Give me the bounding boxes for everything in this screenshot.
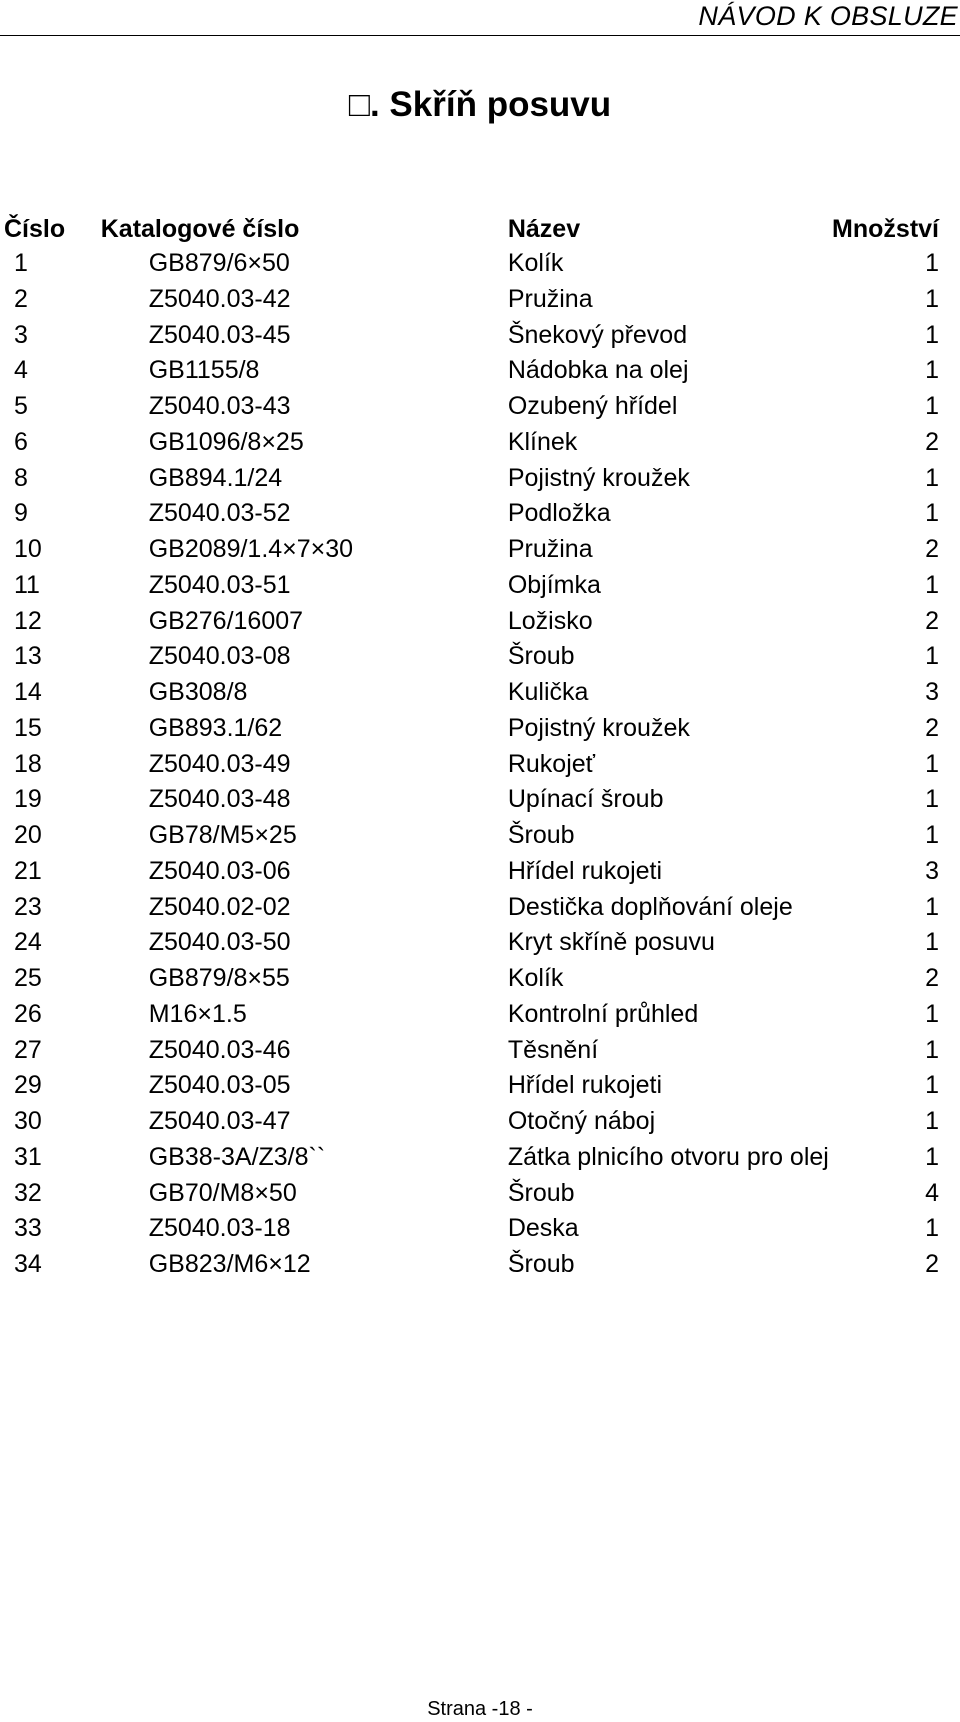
cell-name: Ložisko <box>507 606 593 635</box>
cell-quantity: 1 <box>925 1035 939 1064</box>
cell-name: Těsnění <box>507 1035 599 1064</box>
column-header-number: Číslo <box>4 215 66 243</box>
table-row <box>0 461 960 497</box>
cell-name: Otočný náboj <box>507 1107 656 1135</box>
cell-name: Kolík <box>507 249 564 277</box>
cell-quantity: 1 <box>925 392 939 420</box>
cell-quantity: 3 <box>925 678 939 706</box>
cell-number: 24 <box>14 928 42 957</box>
table-row <box>0 1211 960 1247</box>
cell-quantity: 1 <box>925 499 939 528</box>
table-row <box>0 961 960 997</box>
cell-name: Zátka plnicího otvoru pro olej <box>507 1142 829 1171</box>
cell-catalog-number: GB893.1/62 <box>148 713 283 742</box>
cell-name: Pojistný kroužek <box>507 713 690 742</box>
cell-catalog-number: Z5040.03-49 <box>148 749 291 778</box>
cell-number: 13 <box>14 642 42 671</box>
cell-quantity: 1 <box>925 1071 939 1100</box>
cell-quantity: 1 <box>925 999 939 1028</box>
cell-quantity: 1 <box>925 463 939 492</box>
table-row <box>0 1033 960 1069</box>
cell-name: Deska <box>507 1214 579 1243</box>
table-row <box>0 747 960 783</box>
cell-catalog-number: GB276/16007 <box>148 606 304 635</box>
table-row <box>0 318 960 354</box>
cell-number: 27 <box>14 1035 42 1064</box>
table-row <box>0 1140 960 1176</box>
cell-quantity: 2 <box>925 427 939 456</box>
cell-quantity: 2 <box>925 535 939 563</box>
table-row <box>0 818 960 854</box>
table-row <box>0 246 960 282</box>
cell-number: 1 <box>14 249 28 277</box>
cell-number: 18 <box>14 749 42 778</box>
cell-name: Objímka <box>507 570 601 599</box>
cell-name: Šroub <box>507 1250 575 1278</box>
cell-quantity: 1 <box>925 892 939 921</box>
cell-number: 6 <box>14 427 28 456</box>
cell-quantity: 1 <box>925 356 939 385</box>
cell-catalog-number: Z5040.03-43 <box>148 392 291 420</box>
cell-catalog-number: Z5040.03-42 <box>148 284 291 313</box>
table-row <box>0 1104 960 1140</box>
table-row <box>0 925 960 961</box>
cell-catalog-number: Z5040.03-47 <box>148 1107 291 1135</box>
cell-name: Pružina <box>507 284 593 313</box>
cell-catalog-number: GB70/M8×50 <box>148 1178 297 1207</box>
cell-catalog-number: GB2089/1.4×7×30 <box>148 535 354 563</box>
cell-quantity: 2 <box>925 713 939 742</box>
cell-quantity: 3 <box>925 856 939 885</box>
cell-catalog-number: GB823/M6×12 <box>148 1250 311 1278</box>
cell-number: 2 <box>14 284 28 313</box>
cell-catalog-number: GB894.1/24 <box>148 463 283 492</box>
table-row <box>0 890 960 926</box>
table-row <box>0 1247 960 1283</box>
cell-number: 32 <box>14 1178 42 1207</box>
cell-catalog-number: GB879/8×55 <box>148 964 290 992</box>
cell-quantity: 1 <box>925 1107 939 1135</box>
cell-catalog-number: Z5040.02-02 <box>148 892 291 921</box>
cell-number: 10 <box>14 535 42 563</box>
cell-number: 21 <box>14 856 42 885</box>
column-header-catalog-number: Katalogové číslo <box>100 215 300 243</box>
cell-catalog-number: GB1096/8×25 <box>148 427 304 456</box>
cell-quantity: 1 <box>925 749 939 778</box>
cell-name: Destička doplňování oleje <box>507 892 793 921</box>
table-row <box>0 1068 960 1104</box>
cell-quantity: 2 <box>925 1250 939 1278</box>
cell-catalog-number: Z5040.03-52 <box>148 499 291 528</box>
table-row <box>0 389 960 425</box>
cell-number: 14 <box>14 678 42 706</box>
table-row <box>0 997 960 1033</box>
cell-name: Šroub <box>507 642 575 671</box>
table-row <box>0 675 960 711</box>
cell-number: 12 <box>14 606 42 635</box>
cell-name: Klínek <box>507 427 578 456</box>
cell-number: 3 <box>14 320 28 349</box>
cell-quantity: 1 <box>925 785 939 814</box>
cell-number: 5 <box>14 392 28 420</box>
table-row <box>0 568 960 604</box>
cell-quantity: 1 <box>925 284 939 313</box>
page-number: Strana -18 - <box>427 1698 533 1720</box>
cell-catalog-number: Z5040.03-46 <box>148 1035 291 1064</box>
cell-catalog-number: Z5040.03-18 <box>148 1214 291 1243</box>
cell-catalog-number: Z5040.03-06 <box>148 856 291 885</box>
table-body <box>0 246 960 1283</box>
cell-name: Hřídel rukojeti <box>507 1071 663 1100</box>
section-title: □. Skříň posuvu <box>348 85 612 124</box>
cell-name: Ozubený hřídel <box>507 392 678 420</box>
cell-name: Šroub <box>507 821 575 849</box>
cell-catalog-number: GB879/6×50 <box>148 249 290 277</box>
cell-name: Šnekový převod <box>507 320 688 349</box>
cell-catalog-number: GB1155/8 <box>148 356 260 385</box>
table-row <box>0 1176 960 1212</box>
cell-catalog-number: Z5040.03-50 <box>148 928 291 957</box>
cell-name: Rukojeť <box>507 749 596 778</box>
cell-number: 23 <box>14 892 42 921</box>
cell-number: 29 <box>14 1071 42 1100</box>
cell-quantity: 4 <box>925 1178 939 1207</box>
cell-catalog-number: Z5040.03-51 <box>148 570 291 599</box>
header-divider <box>0 35 960 36</box>
cell-quantity: 2 <box>925 606 939 635</box>
cell-number: 4 <box>14 356 28 385</box>
cell-number: 33 <box>14 1214 42 1243</box>
cell-number: 11 <box>14 570 40 599</box>
cell-catalog-number: Z5040.03-05 <box>148 1071 291 1100</box>
table-row <box>0 282 960 318</box>
cell-name: Šroub <box>507 1178 575 1207</box>
cell-catalog-number: Z5040.03-45 <box>148 320 291 349</box>
cell-name: Kulička <box>507 678 589 706</box>
table-row <box>0 532 960 568</box>
cell-catalog-number: GB78/M5×25 <box>148 821 297 849</box>
cell-number: 26 <box>14 999 42 1028</box>
cell-catalog-number: Z5040.03-48 <box>148 785 291 814</box>
cell-quantity: 1 <box>925 821 939 849</box>
cell-number: 31 <box>14 1142 42 1171</box>
cell-number: 30 <box>14 1107 42 1135</box>
cell-name: Pružina <box>507 535 593 563</box>
cell-name: Nádobka na olej <box>507 356 689 385</box>
document-header-title: NÁVOD K OBSLUZE <box>698 1 958 31</box>
cell-number: 8 <box>14 463 28 492</box>
table-row <box>0 782 960 818</box>
cell-quantity: 1 <box>925 570 939 599</box>
cell-quantity: 1 <box>925 928 939 957</box>
cell-quantity: 1 <box>925 320 939 349</box>
cell-name: Upínací šroub <box>507 785 664 814</box>
cell-quantity: 1 <box>925 1142 939 1171</box>
table-row <box>0 711 960 747</box>
cell-quantity: 1 <box>925 642 939 671</box>
cell-name: Podložka <box>507 499 611 528</box>
cell-catalog-number: M16×1.5 <box>148 999 247 1028</box>
column-header-quantity: Množství <box>832 215 939 243</box>
cell-number: 9 <box>14 499 28 528</box>
cell-number: 20 <box>14 821 42 849</box>
cell-quantity: 1 <box>925 249 939 277</box>
table-row <box>0 353 960 389</box>
cell-quantity: 1 <box>925 1214 939 1243</box>
cell-number: 19 <box>14 785 42 814</box>
cell-number: 15 <box>14 713 42 742</box>
cell-quantity: 2 <box>925 964 939 992</box>
column-header-name: Název <box>507 215 581 243</box>
table-header-row <box>0 212 960 246</box>
cell-name: Kryt skříně posuvu <box>507 928 715 957</box>
table-row <box>0 496 960 532</box>
cell-catalog-number: GB38-3A/Z3/8`` <box>148 1142 326 1171</box>
table-row <box>0 604 960 640</box>
cell-catalog-number: GB308/8 <box>148 678 248 706</box>
cell-name: Kolík <box>507 964 564 992</box>
parts-table <box>0 212 960 1283</box>
table-row <box>0 425 960 461</box>
cell-number: 25 <box>14 964 42 992</box>
cell-catalog-number: Z5040.03-08 <box>148 642 291 671</box>
cell-name: Pojistný kroužek <box>507 463 690 492</box>
table-row <box>0 854 960 890</box>
table-row <box>0 639 960 675</box>
cell-name: Hřídel rukojeti <box>507 856 663 885</box>
cell-number: 34 <box>14 1250 42 1278</box>
cell-name: Kontrolní průhled <box>507 999 699 1028</box>
